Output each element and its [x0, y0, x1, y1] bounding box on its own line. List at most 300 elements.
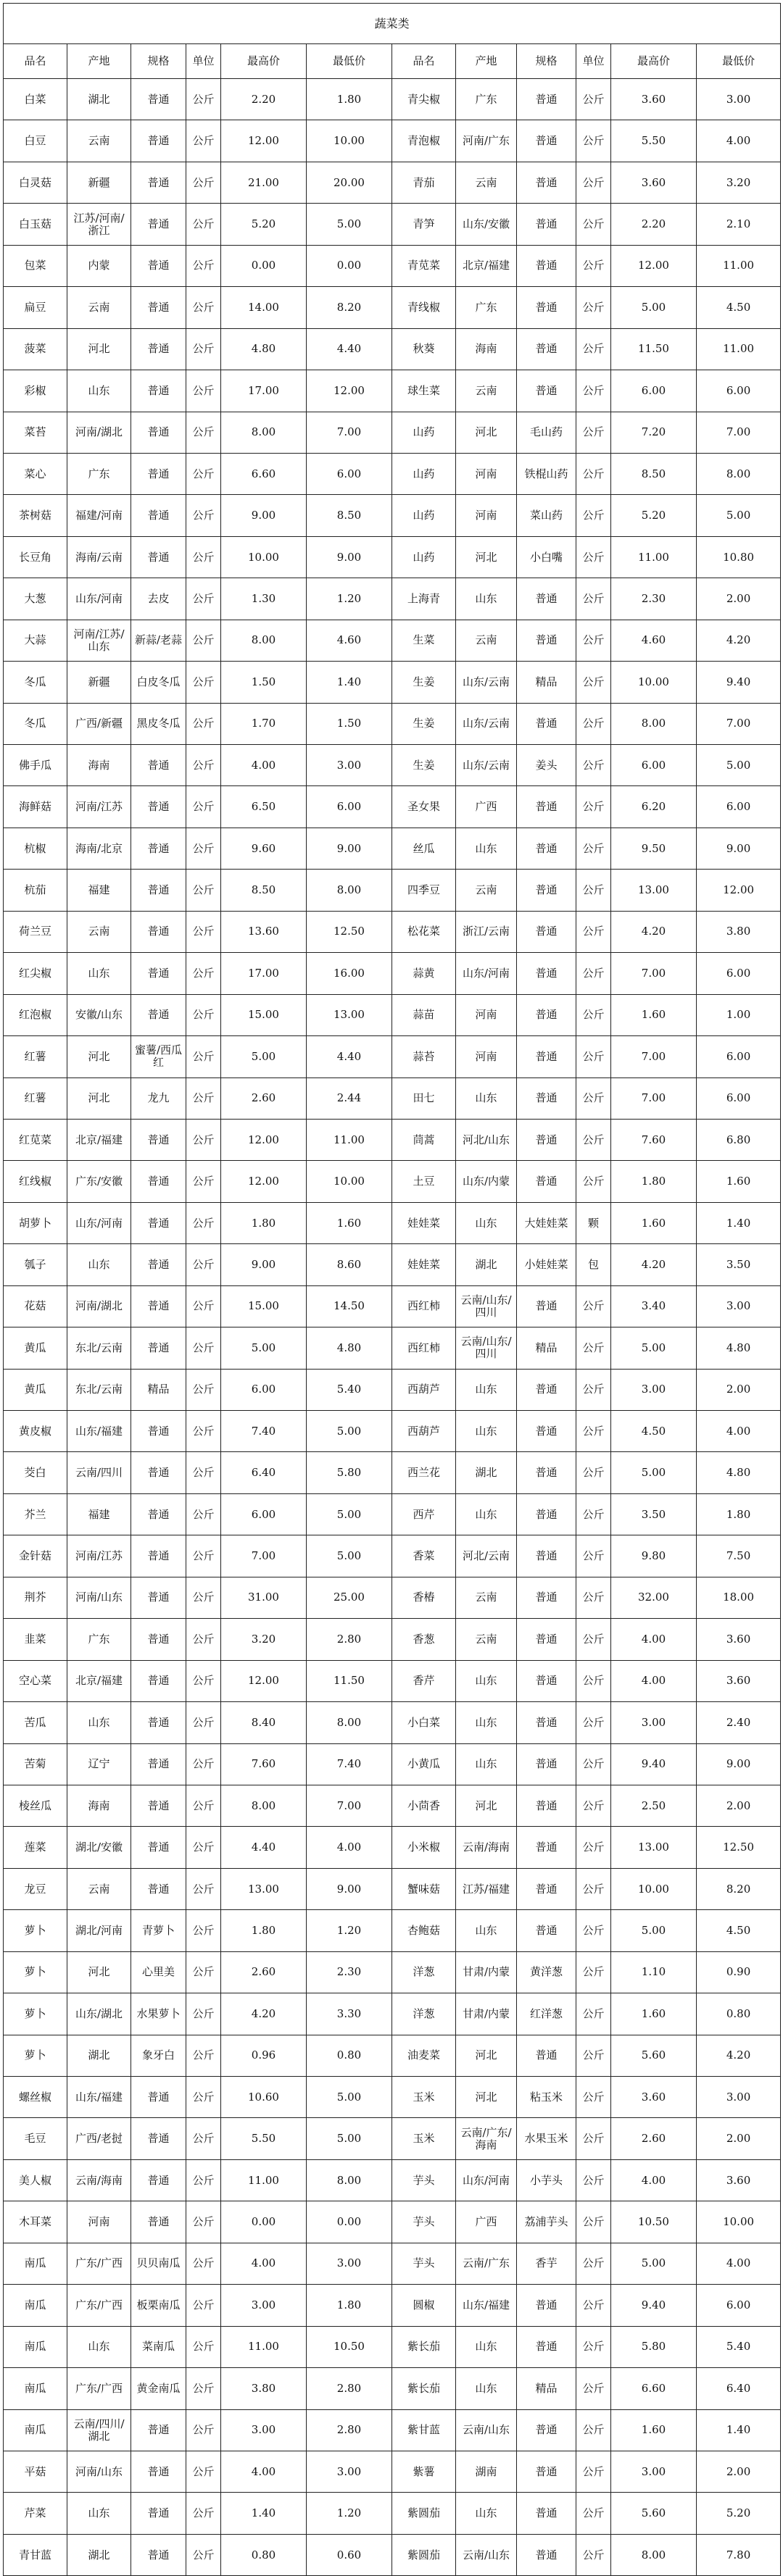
cell-unit-right: 公斤 [576, 1785, 611, 1826]
cell-max-price-left: 5.00 [221, 1036, 307, 1077]
cell-unit-left: 公斤 [186, 1077, 221, 1119]
cell-unit-right: 公斤 [576, 1827, 611, 1868]
cell-spec-left: 普通 [131, 1411, 186, 1452]
cell-max-price-left: 0.80 [221, 2534, 307, 2575]
cell-spec-left: 普通 [131, 1119, 186, 1160]
cell-name-left: 胡萝卜 [4, 1202, 67, 1243]
cell-name-left: 杭茄 [4, 870, 67, 911]
cell-spec-right: 普通 [517, 1285, 576, 1327]
table-row [4, 1868, 781, 1909]
cell-spec-left: 普通 [131, 1785, 186, 1826]
cell-unit-right: 公斤 [576, 287, 611, 328]
cell-origin-right: 山东 [456, 1702, 517, 1743]
cell-unit-right: 公斤 [576, 2285, 611, 2326]
cell-min-price-right: 4.50 [697, 1910, 781, 1951]
cell-origin-left: 河南/江苏/山东 [67, 620, 131, 661]
cell-spec-left: 普通 [131, 204, 186, 245]
cell-unit-right: 公斤 [576, 1119, 611, 1160]
cell-spec-left: 普通 [131, 911, 186, 952]
cell-min-price-right: 4.20 [697, 620, 781, 661]
table-row [4, 1702, 781, 1743]
cell-min-price-left: 11.00 [307, 1119, 392, 1160]
cell-max-price-left: 15.00 [221, 1285, 307, 1327]
cell-name-right: 芋头 [392, 2243, 456, 2284]
cell-origin-left: 云南 [67, 1868, 131, 1909]
cell-origin-left: 云南/海南 [67, 2159, 131, 2201]
cell-spec-left: 普通 [131, 120, 186, 162]
cell-name-left: 佛手瓜 [4, 745, 67, 786]
cell-name-right: 蒜苔 [392, 1036, 456, 1077]
table-row [4, 2451, 781, 2492]
cell-spec-right: 精品 [517, 2368, 576, 2409]
table-row [4, 2409, 781, 2451]
table-row [4, 1452, 781, 1493]
cell-origin-right: 广东 [456, 287, 517, 328]
cell-origin-right: 山东 [456, 1660, 517, 1701]
cell-max-price-left: 7.00 [221, 1535, 307, 1577]
cell-origin-right: 河南 [456, 1036, 517, 1077]
cell-name-left: 平菇 [4, 2451, 67, 2492]
cell-max-price-right: 10.50 [611, 2201, 697, 2243]
cell-min-price-right: 0.90 [697, 1951, 781, 1993]
cell-unit-left: 公斤 [186, 2409, 221, 2451]
cell-spec-right: 普通 [517, 1535, 576, 1577]
cell-name-right: 紫圆茄 [392, 2493, 456, 2534]
cell-origin-left: 山东 [67, 1244, 131, 1285]
table-row [4, 1785, 781, 1826]
cell-spec-right: 普通 [517, 120, 576, 162]
cell-max-price-right: 9.50 [611, 828, 697, 869]
cell-min-price-left: 4.00 [307, 1827, 392, 1868]
cell-origin-left: 河北 [67, 1036, 131, 1077]
cell-origin-right: 河北 [456, 2077, 517, 2118]
table-row [4, 1493, 781, 1535]
cell-unit-left: 公斤 [186, 1327, 221, 1369]
cell-max-price-left: 6.60 [221, 453, 307, 494]
cell-origin-left: 山东/福建 [67, 1411, 131, 1452]
cell-spec-left: 普通 [131, 1202, 186, 1243]
cell-unit-right: 颗 [576, 1202, 611, 1243]
cell-origin-left: 河南 [67, 2201, 131, 2243]
cell-max-price-right: 2.30 [611, 578, 697, 620]
cell-min-price-left: 5.80 [307, 1452, 392, 1493]
cell-unit-left: 公斤 [186, 953, 221, 994]
cell-min-price-left: 8.60 [307, 1244, 392, 1285]
cell-origin-left: 河北 [67, 328, 131, 370]
cell-origin-right: 山东/福建 [456, 2285, 517, 2326]
cell-unit-left: 公斤 [186, 828, 221, 869]
cell-origin-left: 北京/福建 [67, 1660, 131, 1701]
cell-max-price-right: 9.40 [611, 2285, 697, 2326]
cell-min-price-left: 8.20 [307, 287, 392, 328]
cell-min-price-left: 0.00 [307, 245, 392, 286]
cell-origin-left: 东北/云南 [67, 1369, 131, 1410]
cell-spec-left: 黄金南瓜 [131, 2368, 186, 2409]
cell-origin-left: 广东/广西 [67, 2368, 131, 2409]
table-row [4, 911, 781, 952]
cell-max-price-left: 5.00 [221, 1327, 307, 1369]
cell-spec-left: 普通 [131, 1827, 186, 1868]
cell-unit-left: 公斤 [186, 1036, 221, 1077]
cell-name-right: 香葱 [392, 1619, 456, 1660]
cell-max-price-left: 11.00 [221, 2159, 307, 2201]
cell-min-price-left: 10.50 [307, 2326, 392, 2367]
cell-spec-right: 普通 [517, 1161, 576, 1202]
cell-min-price-right: 7.50 [697, 1535, 781, 1577]
cell-max-price-right: 8.50 [611, 453, 697, 494]
cell-name-left: 海鲜菇 [4, 786, 67, 828]
cell-name-right: 小米椒 [392, 1827, 456, 1868]
cell-name-left: 黄瓜 [4, 1327, 67, 1369]
cell-unit-left: 公斤 [186, 1577, 221, 1618]
cell-max-price-right: 5.00 [611, 1452, 697, 1493]
cell-origin-right: 甘肃/内蒙 [456, 1951, 517, 1993]
cell-min-price-left: 11.50 [307, 1660, 392, 1701]
cell-name-left: 花菇 [4, 1285, 67, 1327]
cell-spec-left: 普通 [131, 828, 186, 869]
cell-min-price-left: 0.80 [307, 2035, 392, 2076]
table-row [4, 162, 781, 203]
cell-origin-right: 山东 [456, 1411, 517, 1452]
cell-origin-right: 云南/海南 [456, 1827, 517, 1868]
cell-unit-left: 公斤 [186, 578, 221, 620]
cell-name-right: 小白菜 [392, 1702, 456, 1743]
table-row [4, 1827, 781, 1868]
cell-origin-left: 广东/广西 [67, 2285, 131, 2326]
cell-min-price-right: 3.60 [697, 1619, 781, 1660]
cell-spec-right: 普通 [517, 1827, 576, 1868]
table-row [4, 1202, 781, 1243]
cell-name-right: 芋头 [392, 2201, 456, 2243]
cell-min-price-right: 2.00 [697, 1369, 781, 1410]
cell-min-price-left: 0.60 [307, 2534, 392, 2575]
cell-min-price-right: 6.80 [697, 1119, 781, 1160]
cell-origin-left: 北京/福建 [67, 1119, 131, 1160]
cell-name-right: 洋葱 [392, 1993, 456, 2035]
cell-min-price-right: 0.80 [697, 1993, 781, 2035]
cell-min-price-left: 2.80 [307, 1619, 392, 1660]
cell-unit-right: 公斤 [576, 536, 611, 578]
cell-unit-right: 公斤 [576, 1910, 611, 1951]
cell-min-price-right: 3.60 [697, 1660, 781, 1701]
cell-min-price-right: 3.50 [697, 1244, 781, 1285]
cell-min-price-right: 1.40 [697, 1202, 781, 1243]
cell-spec-right: 黄洋葱 [517, 1951, 576, 1993]
cell-min-price-left: 0.00 [307, 2201, 392, 2243]
cell-unit-left: 公斤 [186, 1411, 221, 1452]
cell-unit-right: 公斤 [576, 1702, 611, 1743]
cell-min-price-right: 6.40 [697, 2368, 781, 2409]
cell-max-price-right: 5.00 [611, 2243, 697, 2284]
cell-max-price-right: 32.00 [611, 1577, 697, 1618]
cell-name-left: 萝卜 [4, 1910, 67, 1951]
cell-origin-left: 新疆 [67, 162, 131, 203]
cell-min-price-right: 2.10 [697, 204, 781, 245]
cell-min-price-left: 12.00 [307, 370, 392, 412]
table-row [4, 120, 781, 162]
cell-name-left: 扁豆 [4, 287, 67, 328]
cell-spec-right: 精品 [517, 662, 576, 703]
column-header-name-right: 品名 [392, 44, 456, 79]
cell-unit-left: 公斤 [186, 1285, 221, 1327]
cell-origin-right: 云南/山东 [456, 2409, 517, 2451]
cell-origin-right: 河南 [456, 994, 517, 1035]
cell-name-left: 红薯 [4, 1036, 67, 1077]
cell-name-right: 玉米 [392, 2077, 456, 2118]
cell-origin-left: 山东 [67, 2326, 131, 2367]
cell-min-price-right: 1.80 [697, 1493, 781, 1535]
cell-max-price-right: 1.80 [611, 1161, 697, 1202]
cell-name-right: 紫薯 [392, 2451, 456, 2492]
table-row [4, 953, 781, 994]
cell-min-price-right: 7.00 [697, 412, 781, 453]
cell-unit-right: 公斤 [576, 1161, 611, 1202]
cell-unit-left: 公斤 [186, 370, 221, 412]
cell-name-left: 冬瓜 [4, 703, 67, 744]
table-row [4, 2368, 781, 2409]
cell-name-right: 圆椒 [392, 2285, 456, 2326]
cell-min-price-left: 4.40 [307, 1036, 392, 1077]
cell-spec-right: 水果玉米 [517, 2118, 576, 2159]
cell-max-price-right: 5.00 [611, 1327, 697, 1369]
cell-spec-left: 去皮 [131, 578, 186, 620]
cell-origin-right: 海南 [456, 328, 517, 370]
cell-origin-left: 河北 [67, 1951, 131, 1993]
cell-name-left: 红尖椒 [4, 953, 67, 994]
cell-name-right: 洋葱 [392, 1951, 456, 1993]
cell-spec-right: 普通 [517, 162, 576, 203]
table-row [4, 2534, 781, 2575]
cell-name-right: 生姜 [392, 662, 456, 703]
cell-unit-right: 公斤 [576, 703, 611, 744]
cell-origin-right: 云南 [456, 1577, 517, 1618]
cell-spec-right: 普通 [517, 1702, 576, 1743]
cell-unit-right: 公斤 [576, 1327, 611, 1369]
cell-spec-left: 普通 [131, 870, 186, 911]
cell-max-price-left: 14.00 [221, 287, 307, 328]
cell-unit-left: 公斤 [186, 2118, 221, 2159]
cell-max-price-left: 1.50 [221, 662, 307, 703]
cell-unit-left: 公斤 [186, 1535, 221, 1577]
cell-name-left: 螺丝椒 [4, 2077, 67, 2118]
column-header-origin-left: 产地 [67, 44, 131, 79]
cell-unit-right: 公斤 [576, 994, 611, 1035]
cell-name-right: 青泡椒 [392, 120, 456, 162]
cell-max-price-left: 4.80 [221, 328, 307, 370]
cell-spec-right: 香芋 [517, 2243, 576, 2284]
cell-min-price-left: 7.00 [307, 412, 392, 453]
cell-spec-right: 普通 [517, 828, 576, 869]
cell-unit-right: 公斤 [576, 1493, 611, 1535]
cell-spec-right: 普通 [517, 370, 576, 412]
cell-unit-left: 公斤 [186, 120, 221, 162]
cell-min-price-left: 7.00 [307, 1785, 392, 1826]
cell-name-right: 山药 [392, 412, 456, 453]
table-row [4, 2077, 781, 2118]
cell-min-price-left: 3.00 [307, 2243, 392, 2284]
cell-max-price-right: 5.00 [611, 1910, 697, 1951]
cell-max-price-right: 3.60 [611, 162, 697, 203]
cell-name-right: 茼蒿 [392, 1119, 456, 1160]
cell-origin-right: 云南/广东 [456, 2243, 517, 2284]
cell-origin-left: 河南/山东 [67, 1577, 131, 1618]
cell-name-left: 白菜 [4, 79, 67, 120]
cell-min-price-left: 8.00 [307, 1702, 392, 1743]
cell-max-price-right: 1.60 [611, 2409, 697, 2451]
cell-min-price-right: 6.00 [697, 786, 781, 828]
table-row [4, 703, 781, 744]
cell-unit-right: 公斤 [576, 1369, 611, 1410]
cell-spec-left: 普通 [131, 79, 186, 120]
cell-spec-right: 普通 [517, 1493, 576, 1535]
cell-name-right: 生菜 [392, 620, 456, 661]
table-row [4, 1619, 781, 1660]
cell-spec-right: 普通 [517, 1036, 576, 1077]
cell-unit-left: 公斤 [186, 870, 221, 911]
cell-max-price-right: 4.60 [611, 620, 697, 661]
cell-name-right: 蒜苗 [392, 994, 456, 1035]
cell-name-left: 白灵菇 [4, 162, 67, 203]
cell-unit-left: 公斤 [186, 2285, 221, 2326]
cell-min-price-right: 3.00 [697, 1285, 781, 1327]
cell-name-right: 西葫芦 [392, 1411, 456, 1452]
cell-spec-left: 黑皮冬瓜 [131, 703, 186, 744]
cell-origin-left: 福建 [67, 1493, 131, 1535]
cell-name-right: 青苋菜 [392, 245, 456, 286]
cell-spec-left: 象牙白 [131, 2035, 186, 2076]
cell-max-price-left: 1.70 [221, 703, 307, 744]
cell-unit-right: 公斤 [576, 1619, 611, 1660]
cell-max-price-right: 7.00 [611, 953, 697, 994]
cell-unit-right: 公斤 [576, 120, 611, 162]
cell-min-price-left: 4.60 [307, 620, 392, 661]
cell-origin-right: 湖北 [456, 1244, 517, 1285]
table-row [4, 870, 781, 911]
cell-name-right: 西红柿 [392, 1327, 456, 1369]
cell-min-price-left: 8.50 [307, 495, 392, 536]
cell-min-price-left: 6.00 [307, 453, 392, 494]
cell-spec-right: 红洋葱 [517, 1993, 576, 2035]
cell-spec-right: 普通 [517, 994, 576, 1035]
cell-unit-left: 公斤 [186, 1369, 221, 1410]
cell-origin-right: 河南 [456, 495, 517, 536]
cell-max-price-left: 4.40 [221, 1827, 307, 1868]
cell-origin-right: 河北 [456, 412, 517, 453]
cell-min-price-right: 8.20 [697, 1868, 781, 1909]
cell-min-price-left: 1.40 [307, 662, 392, 703]
cell-max-price-left: 3.20 [221, 1619, 307, 1660]
cell-min-price-right: 11.00 [697, 328, 781, 370]
cell-spec-right: 普通 [517, 328, 576, 370]
cell-name-right: 上海青 [392, 578, 456, 620]
table-row [4, 828, 781, 869]
cell-name-right: 紫甘蓝 [392, 2409, 456, 2451]
cell-spec-left: 贝贝南瓜 [131, 2243, 186, 2284]
cell-origin-right: 云南 [456, 1619, 517, 1660]
table-row [4, 2326, 781, 2367]
cell-unit-left: 公斤 [186, 1868, 221, 1909]
column-header-max-price-right: 最高价 [611, 44, 697, 79]
cell-min-price-right: 8.00 [697, 453, 781, 494]
cell-max-price-right: 10.00 [611, 1868, 697, 1909]
table-row [4, 453, 781, 494]
cell-max-price-left: 4.00 [221, 745, 307, 786]
cell-origin-right: 山东/云南 [456, 745, 517, 786]
table-row [4, 2201, 781, 2243]
cell-max-price-right: 1.60 [611, 1202, 697, 1243]
cell-min-price-right: 6.00 [697, 953, 781, 994]
cell-name-left: 莲菜 [4, 1827, 67, 1868]
cell-max-price-right: 1.60 [611, 1993, 697, 2035]
cell-min-price-left: 13.00 [307, 994, 392, 1035]
cell-spec-right: 小娃娃菜 [517, 1244, 576, 1285]
cell-unit-right: 公斤 [576, 1577, 611, 1618]
cell-max-price-left: 9.60 [221, 828, 307, 869]
cell-max-price-left: 6.40 [221, 1452, 307, 1493]
cell-origin-left: 山东 [67, 370, 131, 412]
table-title: 蔬菜类 [4, 4, 781, 44]
cell-spec-left: 新蒜/老蒜 [131, 620, 186, 661]
cell-name-right: 小茴香 [392, 1785, 456, 1826]
cell-spec-left: 普通 [131, 453, 186, 494]
cell-origin-left: 福建 [67, 870, 131, 911]
cell-min-price-right: 3.80 [697, 911, 781, 952]
cell-min-price-right: 4.50 [697, 287, 781, 328]
cell-origin-left: 安徽/山东 [67, 994, 131, 1035]
cell-spec-left: 蜜薯/西瓜红 [131, 1036, 186, 1077]
table-row [4, 1910, 781, 1951]
cell-spec-left: 普通 [131, 1868, 186, 1909]
column-header-min-price-left: 最低价 [307, 44, 392, 79]
cell-min-price-left: 8.00 [307, 2159, 392, 2201]
cell-max-price-left: 6.50 [221, 786, 307, 828]
cell-origin-right: 山东/河南 [456, 953, 517, 994]
cell-name-right: 生姜 [392, 703, 456, 744]
cell-unit-left: 公斤 [186, 1119, 221, 1160]
cell-min-price-right: 6.00 [697, 1077, 781, 1119]
cell-name-left: 萝卜 [4, 1993, 67, 2035]
cell-name-right: 丝瓜 [392, 828, 456, 869]
cell-name-left: 南瓜 [4, 2368, 67, 2409]
cell-min-price-left: 2.80 [307, 2368, 392, 2409]
cell-max-price-right: 4.00 [611, 1660, 697, 1701]
cell-name-left: 萝卜 [4, 2035, 67, 2076]
cell-min-price-right: 2.00 [697, 1785, 781, 1826]
cell-name-left: 龙豆 [4, 1868, 67, 1909]
cell-unit-left: 公斤 [186, 2159, 221, 2201]
cell-name-right: 青茄 [392, 162, 456, 203]
cell-name-right: 圣女果 [392, 786, 456, 828]
cell-name-right: 松花菜 [392, 911, 456, 952]
cell-spec-left: 普通 [131, 1452, 186, 1493]
cell-max-price-left: 9.00 [221, 495, 307, 536]
cell-unit-right: 公斤 [576, 1535, 611, 1577]
cell-min-price-left: 25.00 [307, 1577, 392, 1618]
cell-origin-left: 东北/云南 [67, 1327, 131, 1369]
cell-max-price-left: 4.00 [221, 2451, 307, 2492]
cell-name-right: 生姜 [392, 745, 456, 786]
cell-unit-right: 公斤 [576, 1660, 611, 1701]
table-row [4, 1535, 781, 1577]
cell-name-right: 香椿 [392, 1577, 456, 1618]
cell-name-right: 秋葵 [392, 328, 456, 370]
cell-max-price-left: 6.00 [221, 1493, 307, 1535]
cell-min-price-left: 5.00 [307, 2077, 392, 2118]
cell-min-price-right: 7.00 [697, 703, 781, 744]
cell-spec-left: 龙九 [131, 1077, 186, 1119]
cell-spec-right: 普通 [517, 786, 576, 828]
cell-origin-left: 福建/河南 [67, 495, 131, 536]
